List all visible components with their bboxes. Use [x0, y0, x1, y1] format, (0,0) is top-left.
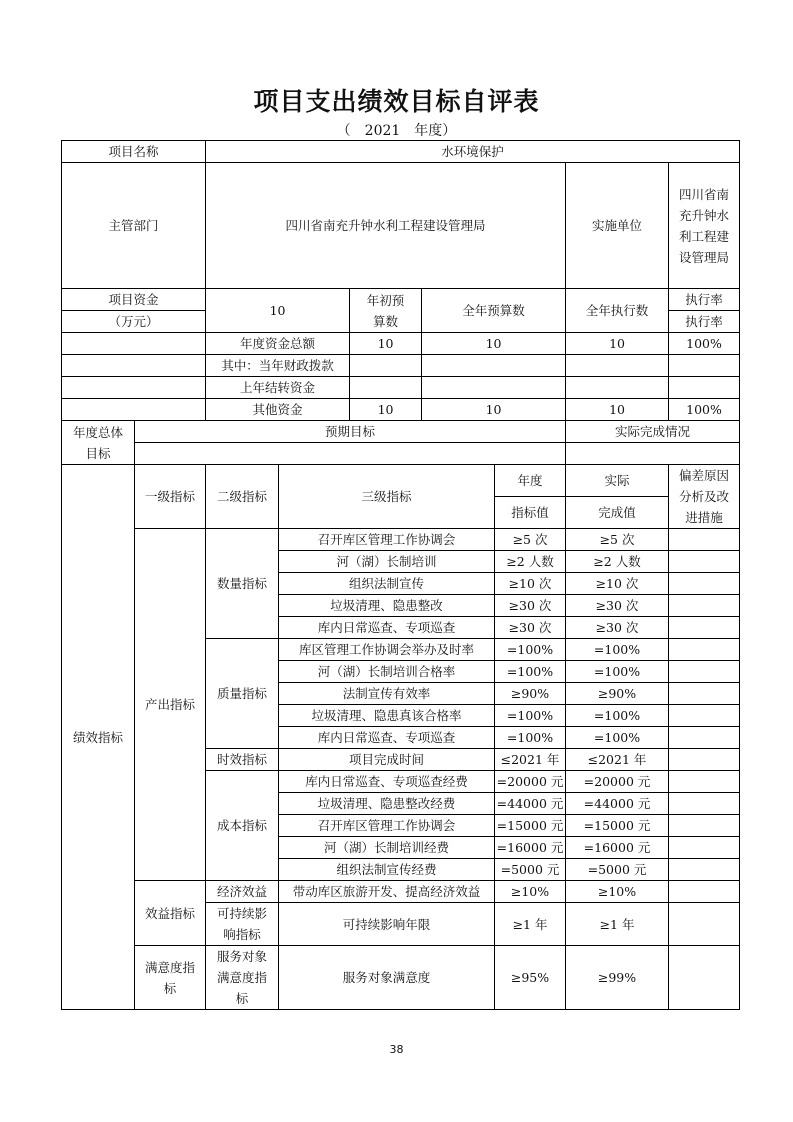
h-actual: 实际	[566, 465, 669, 497]
indicator-actual: ≥30 次	[566, 617, 669, 639]
fund-row-initial	[350, 377, 422, 399]
indicator-deviation	[669, 573, 740, 595]
exec-unit-value: 四川省南充升钟水利工程建设管理局	[669, 163, 740, 289]
fund-row-rate	[669, 377, 740, 399]
indicator-name: 垃圾清理、隐患整改	[279, 595, 495, 617]
output-label: 产出指标	[135, 529, 206, 881]
indicator-name: 带动库区旅游开发、提高经济效益	[279, 881, 495, 903]
indicator-deviation	[669, 617, 740, 639]
indicator-actual: ≥10%	[566, 881, 669, 903]
fund-row-annual: 10	[422, 333, 566, 355]
fund-row-cell	[62, 399, 206, 421]
indicator-actual: ≥5 次	[566, 529, 669, 551]
indicator-target: ≥1 年	[495, 903, 566, 946]
sustain-label: 可持续影响指标	[206, 903, 279, 946]
indicator-target: ≥10 次	[495, 573, 566, 595]
h-target-value: 指标值	[495, 497, 566, 529]
perf-label: 绩效指标	[62, 465, 135, 1010]
indicator-name: 河（湖）长制培训经费	[279, 837, 495, 859]
indicator-deviation	[669, 946, 740, 1010]
indicator-actual: =100%	[566, 727, 669, 749]
fund-row-initial: 10	[350, 333, 422, 355]
col-annual-budget: 全年预算数	[422, 289, 566, 333]
indicator-deviation	[669, 837, 740, 859]
indicator-target: ≥5 次	[495, 529, 566, 551]
fund-row-cell	[62, 377, 206, 399]
indicator-target: =5000 元	[495, 859, 566, 881]
indicator-deviation	[669, 749, 740, 771]
fund-row-cell	[62, 333, 206, 355]
indicator-name: 垃圾清理、隐患真该合格率	[279, 705, 495, 727]
indicator-deviation	[669, 815, 740, 837]
indicator-target: =20000 元	[495, 771, 566, 793]
funds-value: 10	[206, 289, 350, 333]
indicator-target: ≥30 次	[495, 595, 566, 617]
indicator-deviation	[669, 793, 740, 815]
indicator-name: 法制宣传有效率	[279, 683, 495, 705]
indicator-target: ≤2021 年	[495, 749, 566, 771]
fund-row-annual: 10	[422, 399, 566, 421]
dept-label: 主管部门	[62, 163, 206, 289]
quantity-label: 数量指标	[206, 529, 279, 639]
indicator-actual: =5000 元	[566, 859, 669, 881]
fund-row-rate: 100%	[669, 333, 740, 355]
indicator-deviation	[669, 727, 740, 749]
indicator-name: 可持续影响年限	[279, 903, 495, 946]
indicator-actual: ≥30 次	[566, 595, 669, 617]
fund-row-annual	[422, 377, 566, 399]
indicator-target: =44000 元	[495, 793, 566, 815]
indicator-deviation	[669, 639, 740, 661]
indicator-target: =100%	[495, 705, 566, 727]
indicator-name: 组织法制宣传经费	[279, 859, 495, 881]
benefit-label: 效益指标	[135, 881, 206, 946]
project-name-value: 水环境保护	[206, 141, 740, 163]
actual-completion-header: 实际完成情况	[566, 421, 740, 443]
col-initial-budget: 年初预算数	[350, 289, 422, 333]
performance-table	[61, 140, 740, 1010]
indicator-actual: ≥10 次	[566, 573, 669, 595]
indicator-name: 库内日常巡查、专项巡查经费	[279, 771, 495, 793]
quality-label: 质量指标	[206, 639, 279, 749]
fund-row-cell	[62, 355, 206, 377]
expected-goal-value	[135, 443, 566, 465]
indicator-name: 召开库区管理工作协调会	[279, 529, 495, 551]
indicator-actual: ≥1 年	[566, 903, 669, 946]
indicator-target: =15000 元	[495, 815, 566, 837]
funds-label: 项目资金	[62, 289, 206, 311]
indicator-target: ≥30 次	[495, 617, 566, 639]
project-name-label: 项目名称	[62, 141, 206, 163]
fund-row-label: 年度资金总额	[206, 333, 350, 355]
cost-label: 成本指标	[206, 771, 279, 881]
indicator-name: 河（湖）长制培训合格率	[279, 661, 495, 683]
h-target: 年度	[495, 465, 566, 497]
col-exec-rate: 执行率	[669, 289, 740, 311]
exec-unit-label: 实施单位	[566, 163, 669, 289]
satisfaction-label: 满意度指标	[135, 946, 206, 1010]
indicator-deviation	[669, 551, 740, 573]
h-deviation: 偏差原因分析及改进措施	[669, 465, 740, 529]
indicator-target: ≥10%	[495, 881, 566, 903]
indicator-name: 库区管理工作协调会举办及时率	[279, 639, 495, 661]
expected-goal-header: 预期目标	[135, 421, 566, 443]
indicator-actual: ≥99%	[566, 946, 669, 1010]
indicator-deviation	[669, 705, 740, 727]
indicator-actual: =100%	[566, 661, 669, 683]
indicator-actual: =100%	[566, 705, 669, 727]
indicator-actual: =44000 元	[566, 793, 669, 815]
fund-row-label: 上年结转资金	[206, 377, 350, 399]
indicator-actual: ≤2021 年	[566, 749, 669, 771]
fund-row-label: 其他资金	[206, 399, 350, 421]
fund-row-label: 其中：当年财政拨款	[206, 355, 350, 377]
indicator-name: 库内日常巡查、专项巡查	[279, 727, 495, 749]
indicator-target: ≥95%	[495, 946, 566, 1010]
h-level1: 一级指标	[135, 465, 206, 529]
col-exec-rate-2: 执行率	[669, 311, 740, 333]
indicator-actual: =15000 元	[566, 815, 669, 837]
indicator-deviation	[669, 771, 740, 793]
indicator-actual: ≥90%	[566, 683, 669, 705]
indicator-deviation	[669, 595, 740, 617]
indicator-name: 项目完成时间	[279, 749, 495, 771]
fund-row-exec	[566, 377, 669, 399]
indicator-name: 召开库区管理工作协调会	[279, 815, 495, 837]
fund-row-initial	[350, 355, 422, 377]
funds-unit: （万元）	[62, 311, 206, 333]
indicator-target: =100%	[495, 639, 566, 661]
indicator-name: 服务对象满意度	[279, 946, 495, 1010]
actual-completion-value	[566, 443, 740, 465]
indicator-name: 组织法制宣传	[279, 573, 495, 595]
page-title: 项目支出绩效目标自评表	[253, 87, 540, 116]
annual-goal-label: 年度总体目标	[62, 421, 135, 465]
indicator-name: 垃圾清理、隐患整改经费	[279, 793, 495, 815]
fund-row-exec: 10	[566, 333, 669, 355]
fund-row-rate	[669, 355, 740, 377]
indicator-target: ≥2 人数	[495, 551, 566, 573]
indicator-deviation	[669, 529, 740, 551]
fund-row-exec	[566, 355, 669, 377]
indicator-deviation	[669, 683, 740, 705]
fund-row-exec: 10	[566, 399, 669, 421]
h-actual-value: 完成值	[566, 497, 669, 529]
indicator-actual: =20000 元	[566, 771, 669, 793]
indicator-deviation	[669, 881, 740, 903]
indicator-name: 库内日常巡查、专项巡查	[279, 617, 495, 639]
fund-row-annual	[422, 355, 566, 377]
indicator-target: =16000 元	[495, 837, 566, 859]
indicator-actual: ≥2 人数	[566, 551, 669, 573]
service-label: 服务对象满意度指标	[206, 946, 279, 1010]
indicator-deviation	[669, 661, 740, 683]
indicator-target: =100%	[495, 661, 566, 683]
indicator-deviation	[669, 859, 740, 881]
page-number: 38	[389, 1043, 404, 1056]
fund-row-initial: 10	[350, 399, 422, 421]
dept-value: 四川省南充升钟水利工程建设管理局	[206, 163, 566, 289]
economic-label: 经济效益	[206, 881, 279, 903]
indicator-actual: =100%	[566, 639, 669, 661]
indicator-name: 河（湖）长制培训	[279, 551, 495, 573]
fund-row-rate: 100%	[669, 399, 740, 421]
col-annual-exec: 全年执行数	[566, 289, 669, 333]
indicator-deviation	[669, 903, 740, 946]
year-line: （ 2021 年度）	[336, 123, 457, 139]
h-level2: 二级指标	[206, 465, 279, 529]
indicator-target: ≥90%	[495, 683, 566, 705]
indicator-target: =100%	[495, 727, 566, 749]
h-level3: 三级指标	[279, 465, 495, 529]
timeliness-label: 时效指标	[206, 749, 279, 771]
indicator-actual: =16000 元	[566, 837, 669, 859]
